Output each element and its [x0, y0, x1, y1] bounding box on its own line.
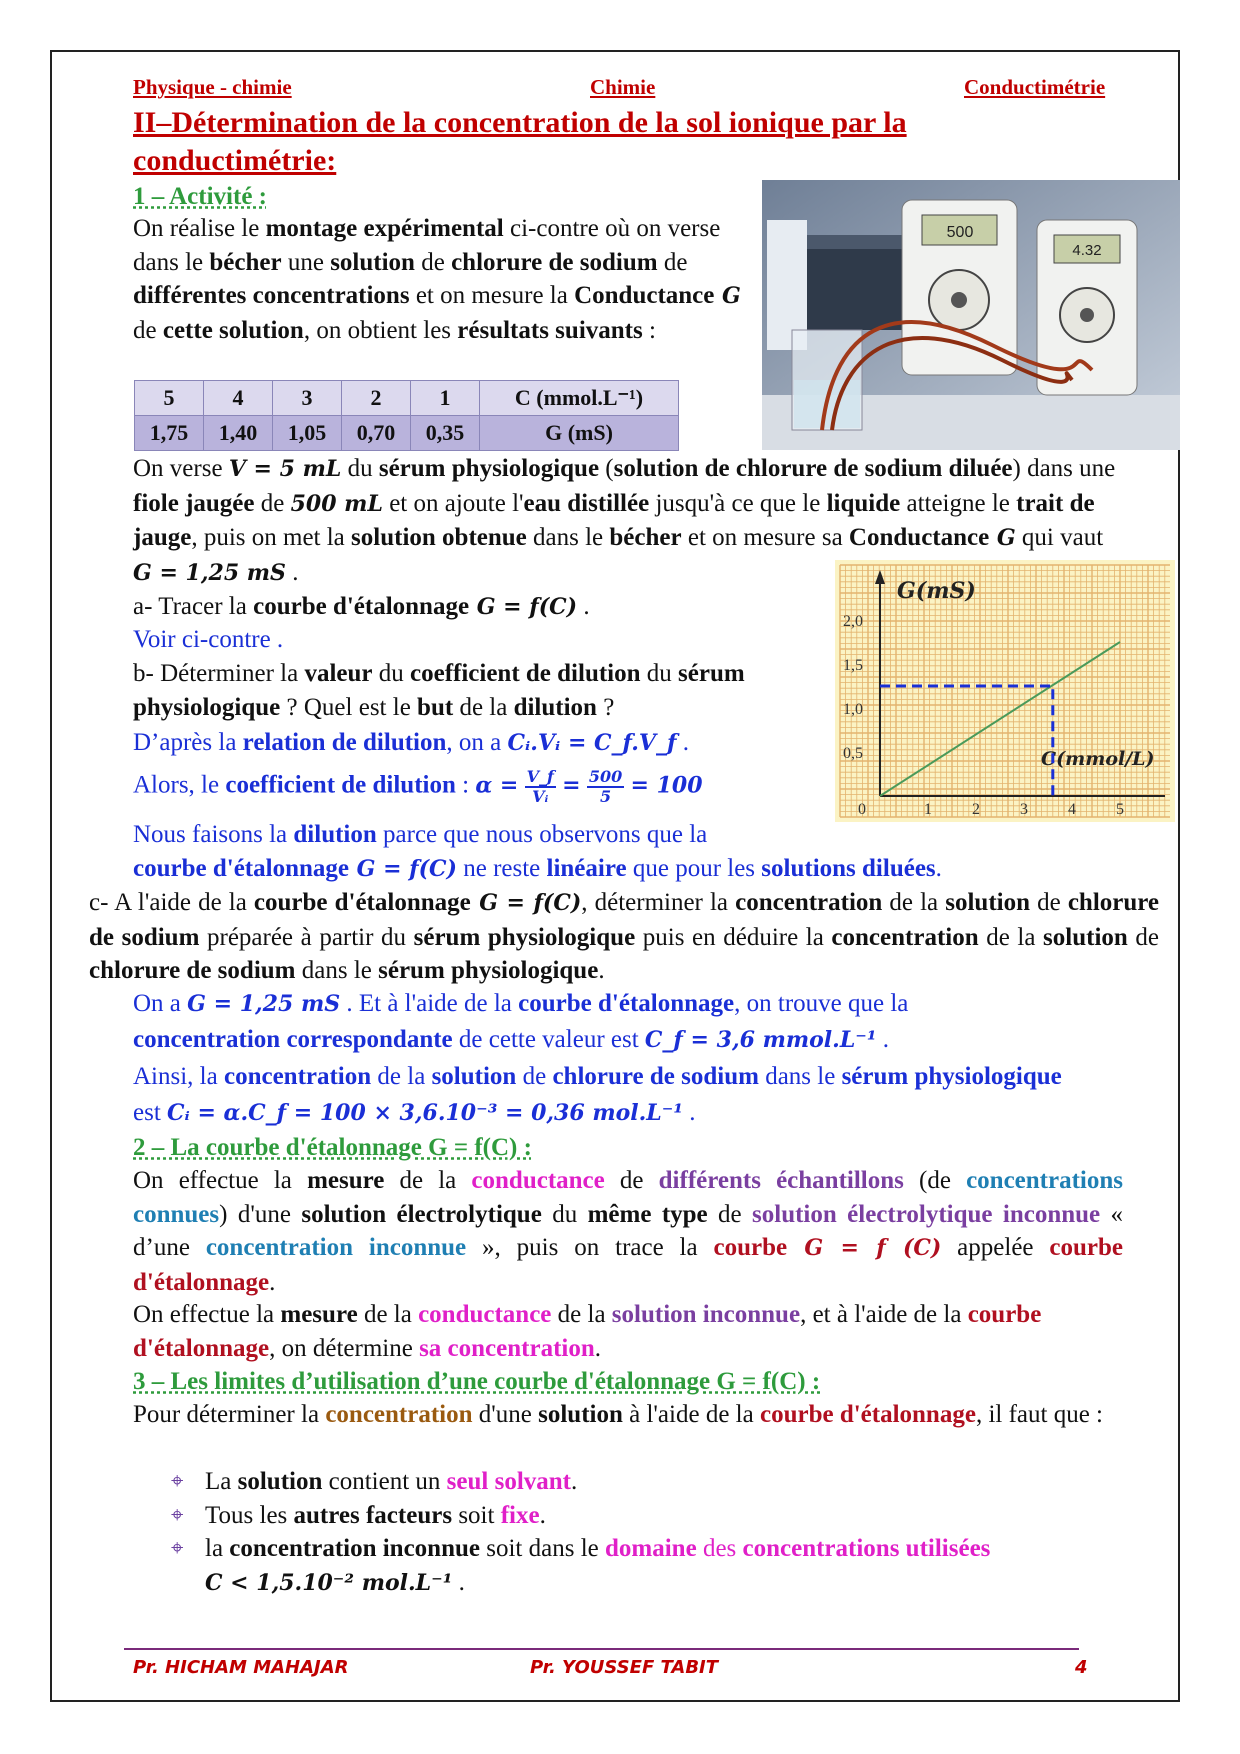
section2-paragraph2: On effectue la mesure de la conductance de la solution inconnue, et à l'aide de la courbe d'étalonnage, on détermine sa concentration.: [133, 1301, 1042, 1362]
answer-b-relation: D’après la relation de dilution, on a Cᵢ.Vᵢ = C_f.V_f .: [133, 729, 689, 756]
table-cell: 3: [273, 381, 342, 416]
y-tick-label: 1,0: [843, 701, 863, 718]
section3-intro: Pour déterminer la concentration d'une solution à l'aide de la courbe d'étalonnage, il faut que :: [133, 1401, 1103, 1428]
x-tick-label: 3: [1020, 801, 1028, 818]
page-number: 4: [1075, 1657, 1088, 1678]
experimental-setup-photo: [762, 180, 1180, 450]
fraction-500-5: $\frac{500}{5}$: [588, 767, 623, 806]
question-c: c- A l'aide de la courbe d'étalonnage G = f(C), déterminer la concentration de la solution de chlorure de sodium préparée à partir du sérum physiologique puis en déduire la concentration de la solution de chlorure de sodium dans le sérum physiologique.: [89, 889, 1160, 984]
table-cell: 4: [204, 381, 273, 416]
table-cell: 0,35: [411, 416, 480, 451]
list-item: ⌖ Tous les autres facteurs soit fixe.: [171, 1499, 1131, 1533]
question-b: b- Déterminer la valeur du coefficient de dilution du sérum physiologique ? Quel est le but de la dilution ?: [133, 660, 745, 721]
y-tick-label: 0,5: [843, 745, 863, 762]
dilution-paragraph: On verse V = 5 mL du sérum physiologique (solution de chlorure de sodium diluée) dans une fiole jaugée de 500 mL et on ajoute l'eau distillée jusqu'à ce que le liquide atteigne le trait de jauge, puis on met la solution obtenue dans le bécher et on mesure sa Conductance G qui vaut G = 1,25 mS .: [133, 455, 1116, 586]
footer-author-2: Pr. YOUSSEF TABIT: [530, 1657, 719, 1678]
table-cell: 2: [342, 381, 411, 416]
x-tick-label: 1: [924, 801, 932, 818]
table-cell: 1,40: [204, 416, 273, 451]
x-tick-label: 4: [1068, 801, 1076, 818]
table-cell: 0,70: [342, 416, 411, 451]
header-subject: Physique - chimie: [133, 75, 292, 99]
table-cell: 1,75: [135, 416, 204, 451]
y-axis-label: G(mS): [897, 578, 976, 604]
svg-text:4.32: 4.32: [1072, 242, 1102, 259]
x-axis-label: C(mmol/L): [1041, 748, 1155, 770]
answer-c-reading: On a G = 1,25 mS . Et à l'aide de la courbe d'étalonnage, on trouve que la concentration correspondante de cette valeur est C_f = 3,6 mmol.L⁻¹ .: [133, 990, 909, 1053]
table-cell: C (mmol.L⁻¹): [480, 381, 679, 416]
answer-c-result: Ainsi, la concentration de la solution de chlorure de sodium dans le sérum physiologique est Cᵢ = α.C_f = 100 × 3,6.10⁻³ = 0,36 mol.L⁻¹ .: [133, 1063, 1062, 1126]
fraction-vf-vi: $\frac{V\_f}{\text{Vᵢ}}$: [526, 767, 554, 806]
section2-paragraph1: On effectue la mesure de la conductance de différents échantillons (de concentrations connues) d'une solution électrolytique du même type de solution électrolytique inconnue « d’une concentration inconnue », puis on trace la courbe G = f (C) appelée courbe d'étalonnage.: [133, 1167, 1124, 1296]
crosshair-bullet-icon: ⌖: [171, 1536, 184, 1561]
list-item: ⌖ La solution contient un seul solvant.: [171, 1465, 1131, 1499]
page-title: II–Détermination de la concentration de la sol ionique par la conductimétrie:: [133, 106, 907, 177]
table-cell: 5: [135, 381, 204, 416]
question-a: a- Tracer la courbe d'étalonnage G = f(C) .: [133, 593, 590, 620]
results-table: [134, 380, 679, 451]
table-cell: G (mS): [480, 416, 679, 451]
table-cell: 1: [411, 381, 480, 416]
activity-intro: On réalise le montage expérimental ci-contre où on verse dans le bécher une solution de chlorure de sodium de différentes concentrations et on mesure la Conductance G de cette solution, on obtient les résultats suivants :: [133, 215, 741, 344]
answer-b-coefficient: Alors, le coefficient de dilution : α = $\frac{V\_f}{\text{Vᵢ}}$ = $\frac{500}{5}$ = 100: [133, 767, 703, 806]
x-tick-label: 5: [1116, 801, 1124, 818]
x-tick-label: 2: [972, 801, 980, 818]
y-tick-label: 1,5: [843, 657, 863, 674]
footer-author-1: Pr. HICHAM MAHAJAR: [133, 1657, 349, 1678]
y-tick-label: 2,0: [843, 613, 863, 630]
table-cell: 1,05: [273, 416, 342, 451]
crosshair-bullet-icon: ⌖: [171, 1469, 184, 1494]
section3-heading: 3 – Les limites d’utilisation d’une courbe d'étalonnage G = f(C) :: [133, 1368, 821, 1395]
section3-conditions: [171, 1465, 1131, 1600]
list-item: ⌖ la concentration inconnue soit dans le domaine des concentrations utilisées C < 1,5.10⁻² mol.L⁻¹ .: [171, 1532, 1131, 1600]
footer-divider: [124, 1648, 1079, 1650]
section1-heading: 1 – Activité :: [133, 183, 267, 210]
answer-b-purpose: Nous faisons la dilution parce que nous observons que la courbe d'étalonnage G = f(C) ne reste linéaire que pour les solutions diluées.: [133, 821, 942, 882]
calibration-graph: [835, 560, 1175, 822]
header-chapter: Conductimétrie: [964, 75, 1106, 99]
section2-heading: 2 – La courbe d'étalonnage G = f(C) :: [133, 1134, 532, 1161]
header-branch: Chimie: [590, 75, 656, 99]
crosshair-bullet-icon: ⌖: [171, 1502, 184, 1528]
svg-text:500: 500: [946, 224, 974, 241]
table-row-concentration: [135, 381, 679, 416]
answer-a: Voir ci-contre .: [133, 626, 284, 653]
table-row-conductance: [135, 416, 679, 451]
x-tick-label: 0: [858, 801, 866, 818]
